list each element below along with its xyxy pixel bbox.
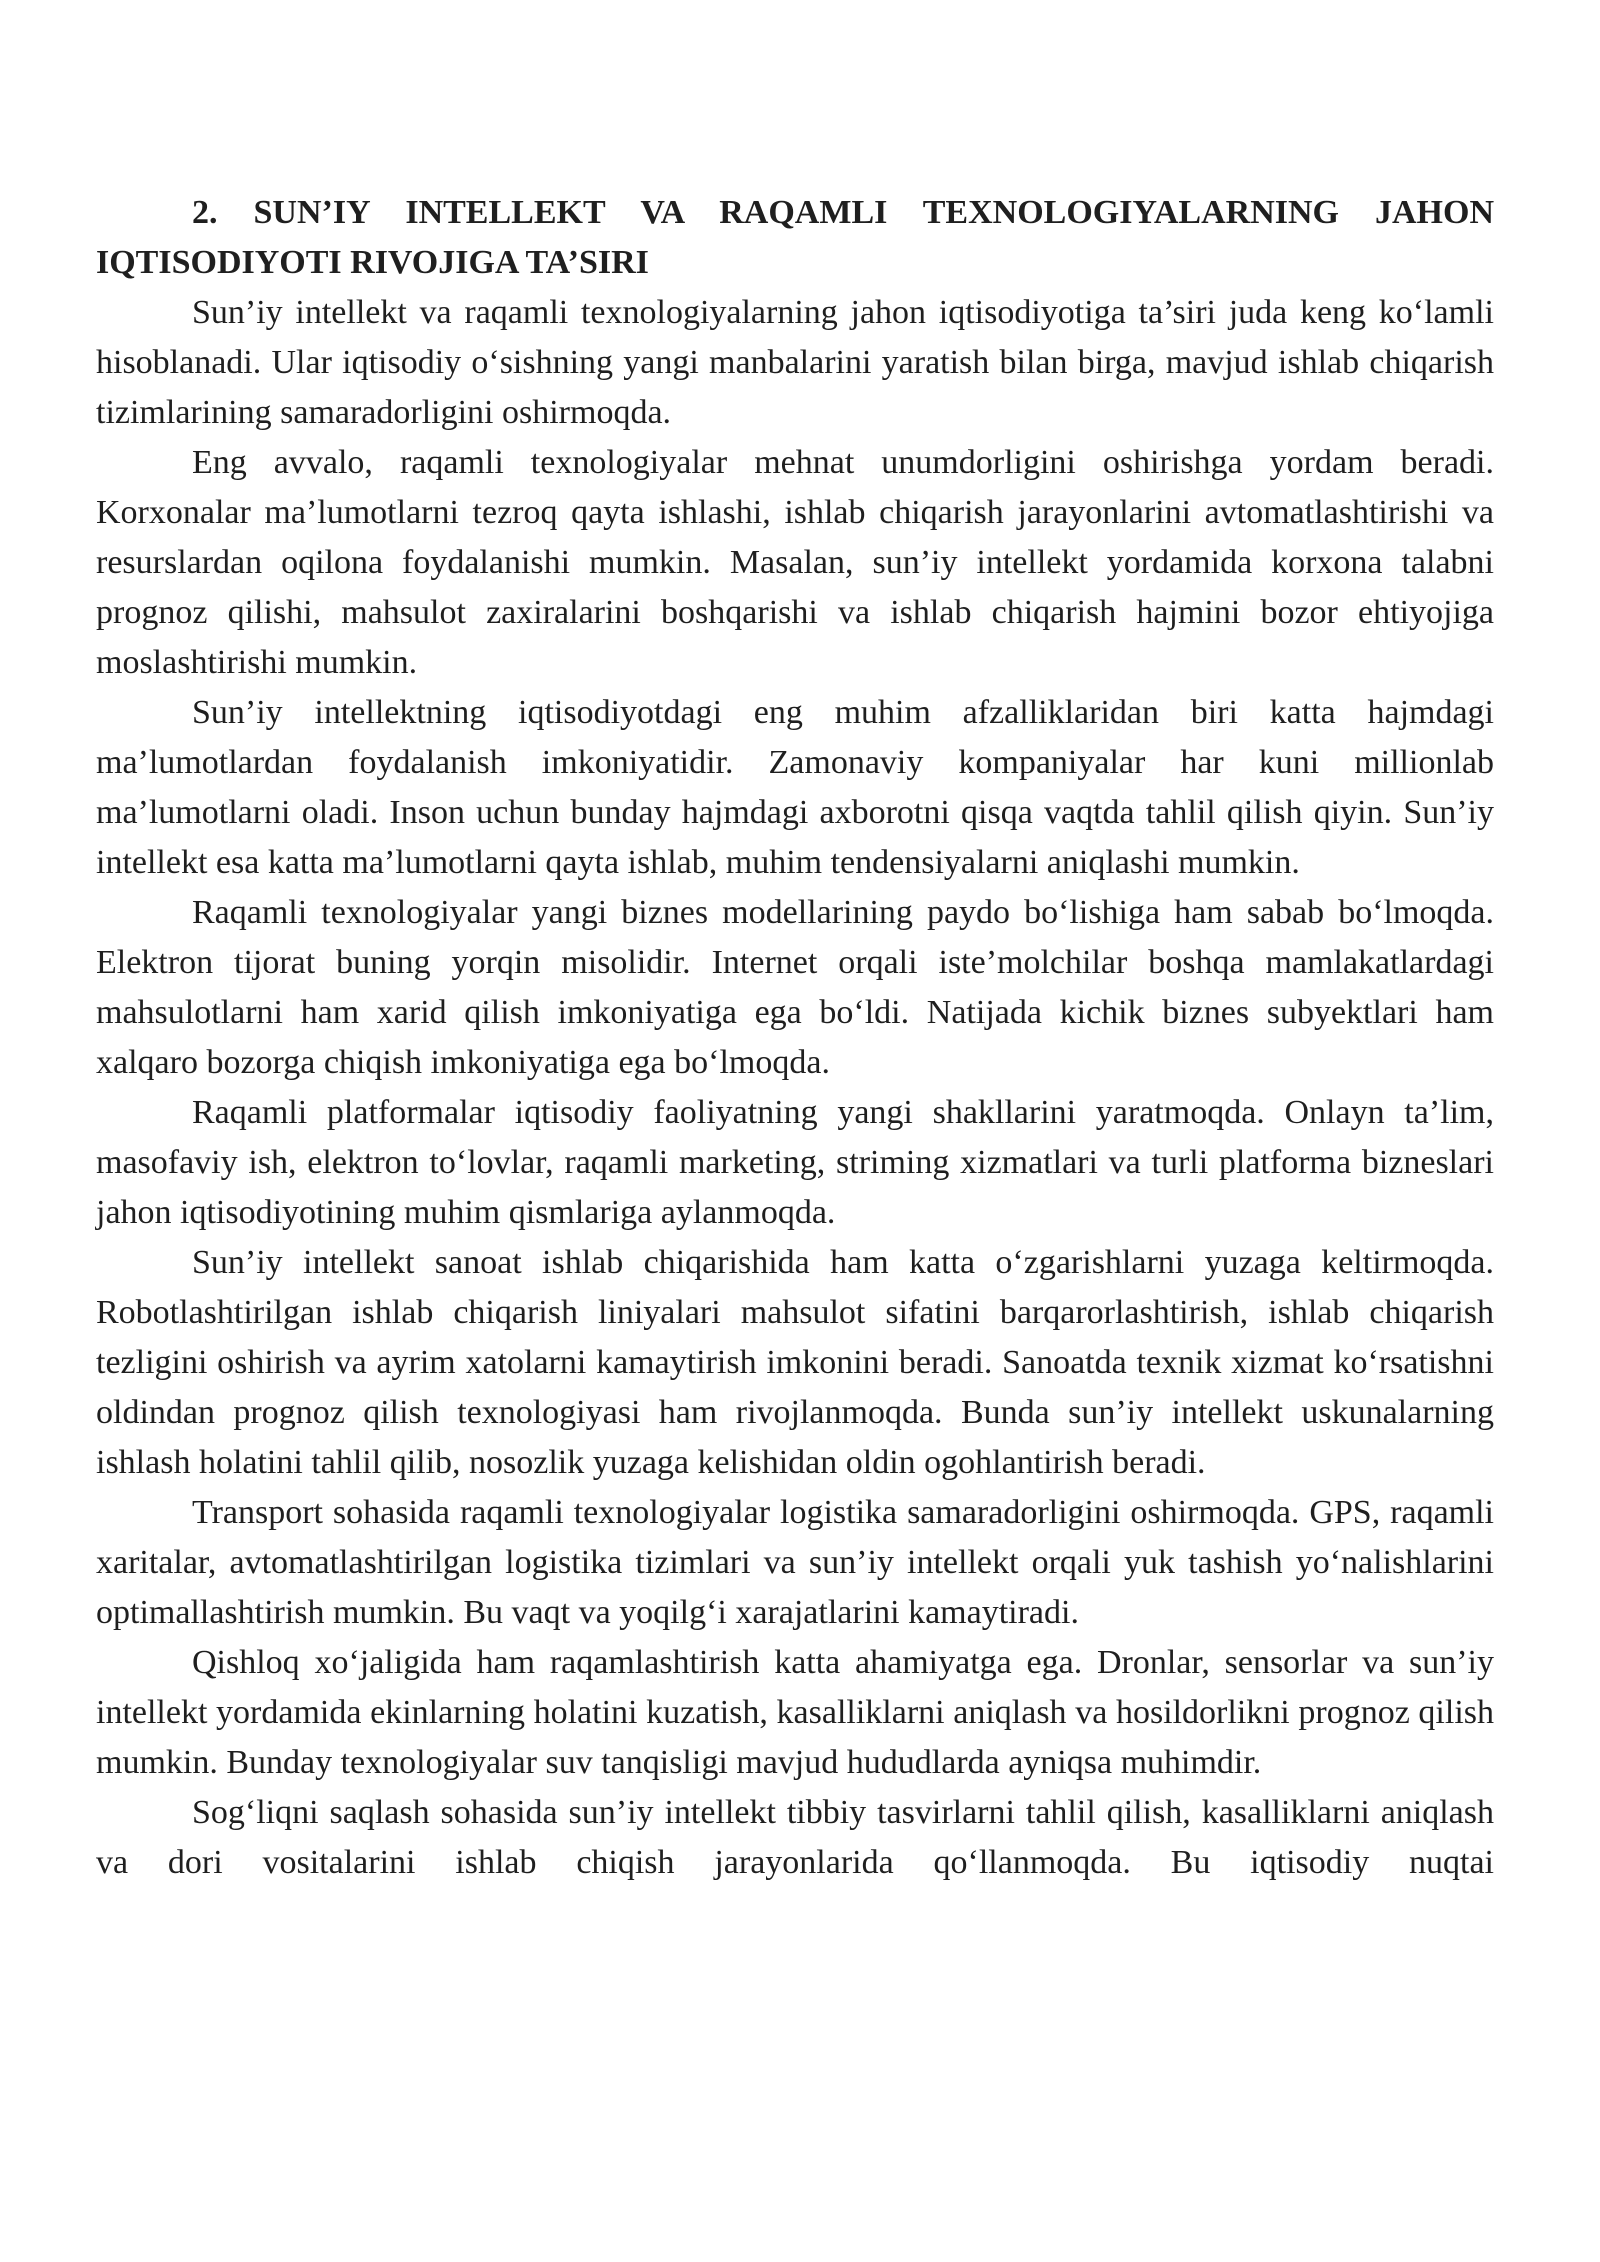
paragraph: Transport sohasida raqamli texnologiyalar logistika samaradorligini oshirmoqda. GPS, raqamli xaritalar, avtomatlashtirilgan logistika tizimlari va sun’iy intellekt orqali yuk tashish yo‘nalishlarini optimallashtirish mumkin. Bu vaqt va yoqilg‘i xarajatlarini kamaytiradi. — [96, 1494, 1494, 1631]
paragraph: Sog‘liqni saqlash sohasida sun’iy intellekt tibbiy tasvirlarni tahlil qilish, kasalliklarni aniqlash va dori vositalarini ishlab chiqish jarayonlarida qo‘llanmoqda. Bu iqtisodiy nuqtai — [96, 1794, 1494, 1881]
paragraph: Eng avvalo, raqamli texnologiyalar mehnat unumdorligini oshirishga yordam beradi. Korxonalar ma’lumotlarni tezroq qayta ishlashi, ishlab chiqarish jarayonlarini avtomatlashtirishi va resurslardan oqilona foydalanishi mumkin. Masalan, sun’iy intellekt yordamida korxona talabni prognoz qilishi, mahsulot zaxiralarini boshqarishi va ishlab chiqarish hajmini bozor ehtiyojiga moslashtirishi mumkin. — [96, 444, 1494, 681]
paragraph: Sun’iy intellekt sanoat ishlab chiqarishida ham katta o‘zgarishlarni yuzaga keltirmoqda. Robotlashtirilgan ishlab chiqarish liniyalari mahsulot sifatini barqarorlashtirish, ishlab chiqarish tezligini oshirish va ayrim xatolarni kamaytirish imkonini beradi. Sanoatda texnik xizmat ko‘rsatishni oldindan prognoz qilish texnologiyasi ham rivojlanmoqda. Bunda sun’iy intellekt uskunalarning ishlash holatini tahlil qilib, nosozlik yuzaga kelishidan oldin ogohlantirish beradi. — [96, 1244, 1494, 1481]
paragraph: Raqamli platformalar iqtisodiy faoliyatning yangi shakllarini yaratmoqda. Onlayn ta’lim, masofaviy ish, elektron to‘lovlar, raqamli marketing, striming xizmatlari va turli platforma bizneslari jahon iqtisodiyotining muhim qismlariga aylanmoqda. — [96, 1094, 1494, 1231]
paragraph: Sun’iy intellekt va raqamli texnologiyalarning jahon iqtisodiyotiga ta’siri juda keng ko‘lamli hisoblanadi. Ular iqtisodiy o‘sishning yangi manbalarini yaratish bilan birga, mavjud ishlab chiqarish tizimlarining samaradorligini oshirmoqda. — [96, 294, 1494, 431]
paragraph: Raqamli texnologiyalar yangi biznes modellarining paydo bo‘lishiga ham sabab bo‘lmoqda. Elektron tijorat buning yorqin misolidir. Internet orqali iste’molchilar boshqa mamlakatlardagi mahsulotlarni ham xarid qilish imkoniyatiga ega bo‘ldi. Natijada kichik biznes subyektlari ham xalqaro bozorga chiqish imkoniyatiga ega bo‘lmoqda. — [96, 894, 1494, 1081]
paragraph: Sun’iy intellektning iqtisodiyotdagi eng muhim afzalliklaridan biri katta hajmdagi ma’lumotlardan foydalanish imkoniyatidir. Zamonaviy kompaniyalar har kuni millionlab ma’lumotlarni oladi. Inson uchun bunday hajmdagi axborotni qisqa vaqtda tahlil qilish qiyin. Sun’iy intellekt esa katta ma’lumotlarni qayta ishlab, muhim tendensiyalarni aniqlashi mumkin. — [96, 694, 1494, 881]
section-heading: 2. SUN’IY INTELLEKT VA RAQAMLI TEXNOLOGIYALARNING JAHON IQTISODIYOTI RIVOJIGA TA’SIRI — [96, 194, 1494, 281]
document-page — [96, 188, 1494, 1888]
paragraph: Qishloq xo‘jaligida ham raqamlashtirish katta ahamiyatga ega. Dronlar, sensorlar va sun’iy intellekt yordamida ekinlarning holatini kuzatish, kasalliklarni aniqlash va hosildorlikni prognoz qilish mumkin. Bunday texnologiyalar suv tanqisligi mavjud hududlarda ayniqsa muhimdir. — [96, 1644, 1494, 1781]
